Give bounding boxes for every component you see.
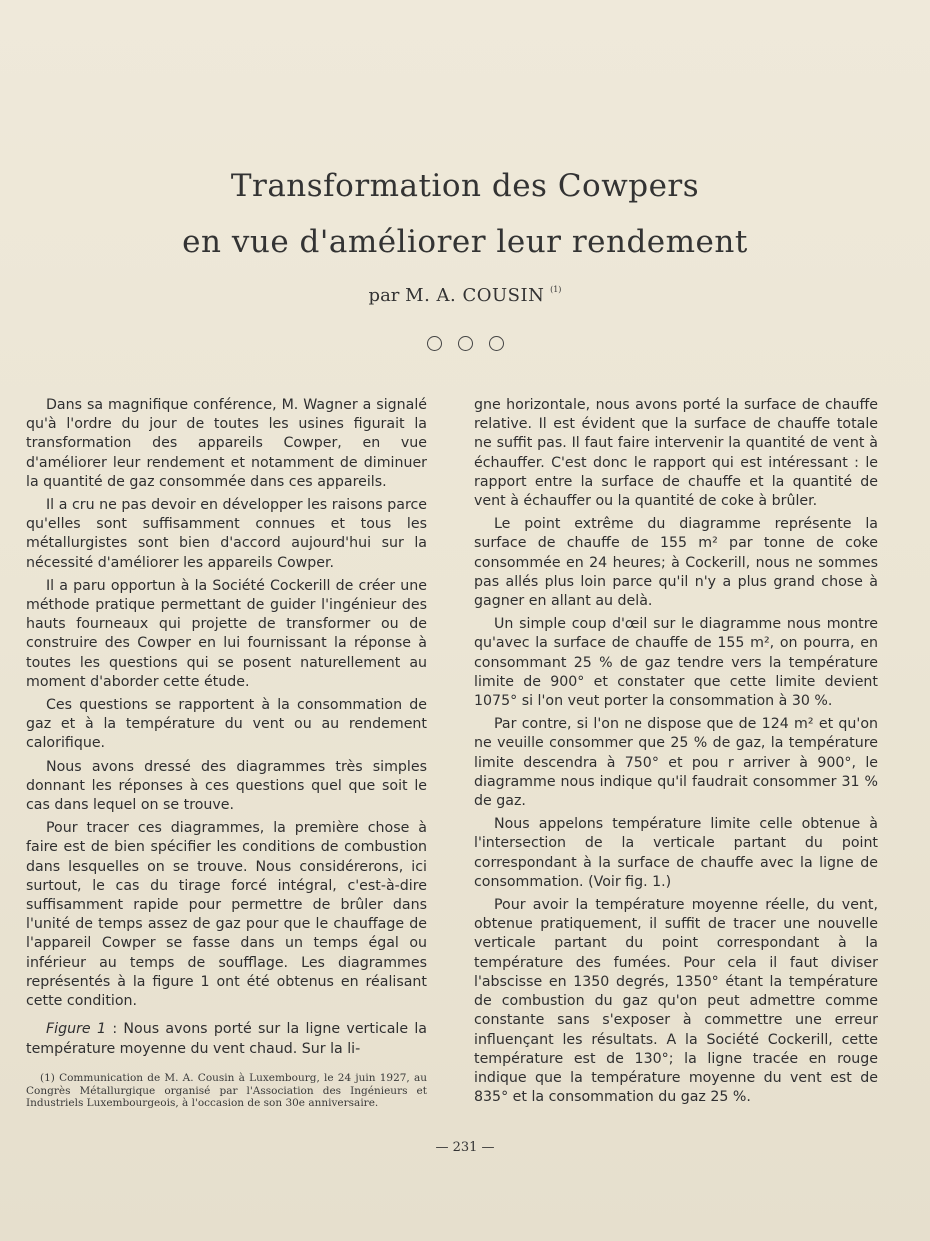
page-number: — 231 —	[435, 1140, 495, 1155]
circle-icon	[458, 336, 473, 351]
circle-icon	[427, 336, 442, 351]
byline	[0, 285, 930, 306]
paragraph: Ces questions se rapportent à la consommation de gaz et à la température du vent ou au rendement calorifique.	[26, 697, 427, 752]
paragraph: Par contre, si l'on ne dispose que de 124 m² et qu'on ne veuille consommer que 25 % de gaz, la température limite descendra à 750° et pou r arriver à 900°, le diagramme nous indique qu'il faudrait consommer 31 % de gaz.	[474, 716, 878, 810]
figure-label: Figure 1	[46, 1021, 107, 1038]
paragraph: Un simple coup d'œil sur le diagramme nous montre qu'avec la surface de chauffe de 155 m², on pourra, en consommant 25 % de gaz tendre vers la température limite de 900° et constater que cette limite devient 1075° si l'on veut porter la consommation à 30 %.	[474, 616, 878, 710]
paragraph: Nous appelons température limite celle obtenue à l'intersection de la verticale partant du point correspondant à la surface de chauffe avec la ligne de consommation. (Voir fig. 1.)	[474, 816, 878, 890]
right-column	[474, 396, 878, 1111]
paragraph: Pour tracer ces diagrammes, la première chose à faire est de bien spécifier les conditions de combustion dans lesquelles on se trouve. Nous considérerons, ici surtout, le cas du tirage forcé intégral, c'est-à-dire suffisamment rapide pour permettre de brûler dans l'unité de temps assez de gaz pour que le chauffage de l'appareil Cowper se fasse dans un temps égal ou inférieur au temps de soufflage. Les diagrammes représentés à la figure 1 ont été obtenus en réalisant cette condition.	[26, 820, 427, 1010]
ornament-circles	[0, 336, 930, 351]
paragraph: Pour avoir la température moyenne réelle, du vent, obtenue pratiquement, il suffit de tracer une nouvelle verticale partant du point correspondant à la température des fumées. Pour cela il faut diviser l'abscisse en 1350 degrés, 1350° étant la température de combustion du gaz qu'on peut admettre comme constante sans s'exposer à commettre une erreur influençant les résultats. A la Société Cockerill, cette température est de 130°; la ligne tracée en rouge indique que la température moyenne du vent est de 835° et la consommation du gaz 25 %.	[474, 897, 878, 1106]
title-line-2: en vue d'améliorer leur rendement	[182, 224, 748, 260]
footnote-text: (1) Communication de M. A. Cousin à Luxembourg, le 24 juin 1927, au Congrès Métallurgique organisé par l'Association des Ingénieurs et Industriels Luxembourgeois, à l'occasion de son 30e anniversaire.	[26, 1072, 427, 1109]
byline-prefix: par	[368, 285, 400, 306]
circle-icon	[489, 336, 504, 351]
paragraph: Dans sa magnifique conférence, M. Wagner a signalé qu'à l'ordre du jour de toutes les usines figurait la transformation des appareils Cowper, en vue d'améliorer leur rendement et notamment de diminuer la quantité de gaz consommée dans ces appareils.	[26, 397, 427, 490]
paragraph: Il a cru ne pas devoir en développer les raisons parce qu'elles sont suffisamment connues et tous les métallurgistes sont bien d'accord aujourd'hui sur la nécessité d'améliorer les appareils Cowper.	[26, 497, 427, 571]
paragraph: Il a paru opportun à la Société Cockerill de créer une méthode pratique permettant de guider l'ingénieur des hauts fourneaux qui projette de transformer ou de construire des Cowper en lui fournissant la réponse à toutes les questions qui se posent naturellement au moment d'aborder cette étude.	[26, 577, 427, 690]
footnote	[26, 1072, 427, 1110]
paragraph: Nous avons dressé des diagrammes très simples donnant les réponses à ces questions quel que soit le cas dans lequel on se trouve.	[26, 758, 427, 814]
paragraph: Le point extrême du diagramme représente la surface de chauffe de 155 m² par tonne de coke consommée en 24 heures; à Cockerill, nous ne sommes pas allés plus loin parce qu'il n'y a plus grand chose à gagner en allant au delà.	[474, 516, 878, 610]
paragraph-continued: gne horizontale, nous avons porté la surface de chauffe relative. Il est évident que la surface de chauffe totale ne suffit pas. Il faut faire intervenir la quantité de vent à échauffer. C'est donc le rapport qui est intéressant : le rapport entre la surface de chauffe et la quantité de vent à échauffer ou la quantité de coke à brûler.	[474, 397, 878, 510]
figure-paragraph	[26, 1020, 427, 1058]
footnote-ref: (1)	[550, 285, 562, 294]
title-line-1: Transformation des Cowpers	[230, 168, 700, 204]
author-name: M. A. COUSIN	[405, 285, 545, 306]
figure-text: : Nous avons porté sur la ligne verticale la température moyenne du vent chaud. Sur la li-	[26, 1021, 428, 1057]
left-column	[26, 396, 427, 1063]
